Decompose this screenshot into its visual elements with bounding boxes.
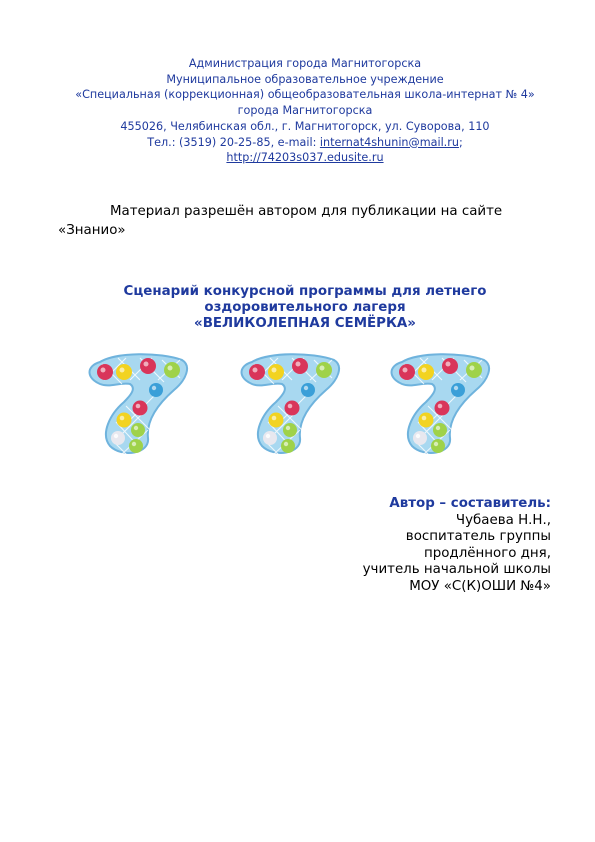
institution-type-line: Муниципальное образовательное учреждение (166, 72, 444, 86)
phone-text: Тел.: (3519) 20-25-85, e-mail: (147, 135, 320, 149)
contact-line (40, 135, 570, 151)
title-line-1: Сценарий конкурсной программы для летнего (123, 284, 487, 299)
balloon-seven-icon (384, 350, 494, 458)
publication-note (58, 202, 548, 240)
website-line (40, 150, 570, 166)
author-school: МОУ «С(К)ОШИ №4» (409, 578, 551, 594)
admin-line: Администрация города Магнитогорска (188, 57, 422, 70)
balloon-seven-icon (234, 350, 344, 458)
title-line-3: «ВЕЛИКОЛЕПНАЯ СЕМЁРКА» (194, 316, 416, 331)
website-link[interactable]: http://74203s037.edusite.ru (226, 151, 384, 165)
document-title (40, 284, 570, 332)
balloon-seven-icon (82, 350, 192, 458)
author-name: Чубаева Н.Н., (455, 512, 551, 528)
balloon-sevens-row (0, 350, 595, 460)
note-line-1: Материал разрешён автором для публикации на сайте (110, 204, 503, 219)
author-position-1: воспитатель группы (405, 529, 551, 544)
title-line-2: оздоровительного лагеря (204, 300, 406, 315)
note-line-2: «Знанио» (58, 223, 126, 238)
email-separator: ; (458, 135, 463, 149)
institution-header (40, 56, 570, 166)
author-label: Автор – составитель: (389, 496, 551, 511)
city-line: города Магнитогорска (237, 104, 373, 118)
school-name-line: «Специальная (коррекционная) общеобразовательная школа-интернат № 4» (75, 88, 535, 102)
author-position-2: продлённого дня, (423, 545, 551, 561)
address-line: 455026, Челябинская обл., г. Магнитогорск, ул. Суворова, 110 (120, 119, 490, 133)
email-link[interactable]: internat4shunin@mail.ru (319, 135, 459, 149)
author-position-3: учитель начальной школы (362, 562, 551, 577)
author-block (221, 496, 551, 595)
author-line-1 (221, 496, 551, 529)
